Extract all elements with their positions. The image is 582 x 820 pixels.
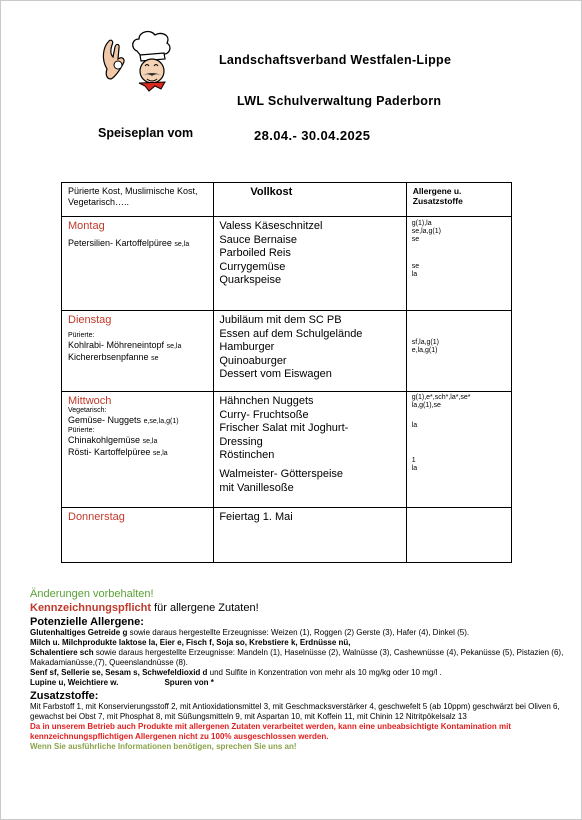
day-row-mittwoch: [62, 392, 512, 508]
shell-text: Schalentiere sch sowie daraus hergestellte Erzeugnisse: Mandeln (1), Haselnüsse (2), Walnüsse (3), Cashewnüsse (4), Pekanüsse (5), Pistazien (6), Makadamianüsse,(7), Queenslandnüsse (8).: [30, 648, 564, 667]
mustard-text: Senf sf, Sellerie se, Sesam s, Schwefeldioxid d und Sulfite in Konzentration von mehr als 10 mg/kg oder 10 mg/l .: [30, 668, 442, 677]
allergen-code: se: [411, 262, 420, 270]
vollkost-cell: [214, 508, 406, 563]
allergens-heading: Potenzielle Allergene:: [30, 616, 144, 628]
allergen-code: [412, 245, 511, 263]
dish: Sauce Bernaise: [219, 233, 297, 246]
vollkost-cell: [214, 217, 406, 311]
dish: Parboiled Reis: [219, 247, 291, 260]
vollkost-cell: [214, 311, 406, 392]
allergen-code: 1: [411, 456, 416, 464]
special-diet-cell: [62, 392, 214, 508]
allergen-cell: [406, 217, 511, 311]
special-diet-cell: [62, 508, 214, 563]
day-row-donnerstag: [62, 508, 512, 563]
plan-dates: 28.04.- 30.04.2025: [254, 128, 371, 143]
day-name: Mittwoch: [68, 395, 112, 407]
dish: Essen auf dem Schulgelände: [219, 327, 363, 340]
header-special-diets: Pürierte Kost, Muslimische Kost, Vegetarisch…..: [62, 183, 214, 217]
day-name: Montag: [68, 220, 105, 232]
vollkost-cell: [214, 392, 406, 508]
labeling-note: Kennzeichnungspflicht für allergene Zutaten!: [30, 602, 259, 614]
dish: Hähnchen Nuggets: [219, 395, 314, 407]
milk-text: Milch u. Milchprodukte laktose la, Eier e, Fisch f, Soja so, Krebstiere k, Erdnüsse nü,: [30, 638, 351, 647]
dish: Dessert vom Eiswagen: [219, 368, 332, 381]
dish: Frischer Salat mit Joghurt-: [219, 422, 349, 435]
plan-label: Speiseplan vom: [98, 126, 194, 140]
additives-text: Mit Farbstoff 1, mit Konservierungsstoff 2, mit Antioxidationsmittel 3, mit Geschmacksverstärker 4, geschwefelt 5 (ab 10ppm) geschwärzt bei Oliven 6, gewachst bei Obst 7, mit Phosphat 8, mit Süßungsmitteln 9, mit Aspartan 10, mit Koffein 11, mit Chinin 12 Nitritpökelsalz 13: [30, 702, 560, 721]
chef-logo-icon: [93, 29, 179, 95]
dish: mit Vanillesoße: [219, 481, 294, 494]
allergen-code: la: [411, 270, 418, 278]
day-name: Dienstag: [68, 314, 112, 326]
special-dish: Petersilien- Kartoffelpüree se,la: [68, 238, 190, 248]
special-diet-cell: [62, 311, 214, 392]
menu-header-row: [62, 183, 512, 217]
allergen-cell: [406, 508, 511, 563]
header-vollkost: Vollkost: [214, 183, 406, 217]
allergen-code: la,g(1),se: [411, 402, 441, 410]
notes-section: [30, 588, 570, 752]
allergen-cell: [406, 311, 511, 392]
allergen-code: la: [411, 464, 418, 472]
allergen-code: se,la,g(1): [411, 228, 441, 236]
diet-label: Vegetarisch:: [68, 407, 107, 414]
allergen-code: g(1),e*,sch*,la*,se*: [411, 394, 471, 401]
allergen-code: se: [411, 236, 420, 244]
dish: Dressing: [219, 435, 263, 448]
changes-note: Änderungen vorbehalten!: [30, 588, 154, 600]
menu-table: [61, 182, 512, 563]
special-diet-cell: [62, 217, 214, 311]
special-dish: Chinakohlgemüse se,la: [68, 435, 158, 445]
special-dish: Rösti- Kartoffelpüree se,la: [68, 447, 168, 457]
header-allergens: Allergene u. Zusatzstoffe: [406, 183, 511, 217]
special-dish: Kohlrabi- Möhreneintopf se,la: [68, 340, 182, 350]
additives-heading: Zusatzstoffe:: [30, 690, 99, 702]
special-dish: Gemüse- Nuggets e,se,la,g(1): [68, 415, 179, 425]
contamination-warning: Da in unserem Betrieb auch Produkte mit allergenen Zutaten verarbeitet werden, kann eine unbeabsichtigte Kontamination mit kennzeichnungspflichtigen Allergenen nicht zu 100% ausgeschlossen werden.: [30, 722, 511, 741]
dish: Jubiläum mit dem SC PB: [219, 314, 342, 326]
allergen-code: sf,la,g(1): [411, 339, 439, 346]
dish: Feiertag 1. Mai: [219, 511, 293, 523]
day-row-montag: [62, 217, 512, 311]
diet-label: Pürierte:: [68, 332, 95, 339]
dish: Valess Käseschnitzel: [219, 220, 323, 232]
special-dish: Kichererbsenpfanne se: [68, 352, 159, 362]
dish: Currygemüse: [219, 260, 286, 273]
allergen-code: la: [411, 422, 418, 430]
diet-label: Pürierte:: [68, 427, 95, 434]
dish: Hamburger: [219, 341, 275, 354]
dish: Curry- Fruchtsoße: [219, 408, 309, 421]
dish: Quarkspeise: [219, 274, 282, 287]
day-name: Donnerstag: [68, 511, 125, 523]
organization-name: Landschaftsverband Westfalen-Lippe: [219, 53, 452, 67]
allergen-cell: [406, 392, 511, 508]
allergen-code: e,la,g(1): [411, 347, 438, 355]
contact-note: Wenn Sie ausführliche Informationen benötigen, sprechen Sie uns an!: [30, 742, 297, 751]
dish: Röstinchen: [219, 449, 275, 462]
lupine-text: Lupine u, Weichtiere w. Spuren von *: [30, 678, 214, 687]
day-row-dienstag: [62, 311, 512, 392]
gluten-text: Glutenhaltiges Getreide g sowie daraus hergestellte Erzeugnisse: Weizen (1), Roggen (2) Gerste (3), Hafer (4), Dinkel (5).: [30, 628, 470, 637]
department-name: LWL Schulverwaltung Paderborn: [237, 94, 442, 108]
dish: Walmeister- Götterspeise: [219, 467, 344, 480]
dish: Quinoaburger: [219, 354, 287, 367]
allergen-code: g(1),la: [411, 220, 432, 227]
